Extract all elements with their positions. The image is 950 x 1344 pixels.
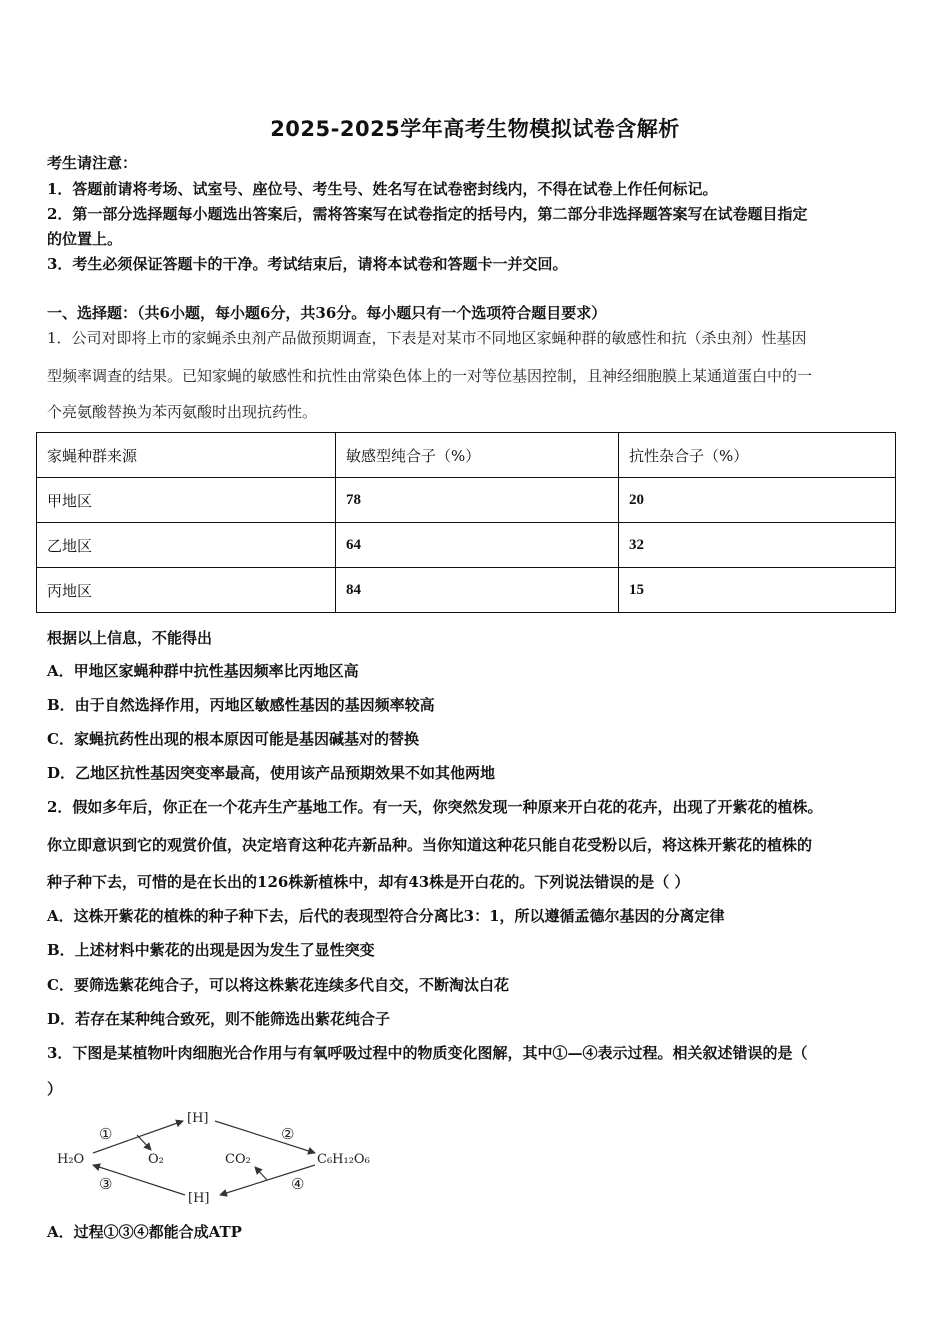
gene-frequency-table <box>36 432 896 613</box>
table-cell: 20 <box>619 478 896 523</box>
step-2-label: ② <box>281 1125 295 1143</box>
table-header-cell: 抗性杂合子（%） <box>619 433 896 478</box>
glucose-label: C₆H₁₂O₆ <box>317 1152 370 1167</box>
arrow-h-to-glucose <box>215 1121 315 1153</box>
table-cell: 15 <box>619 568 896 613</box>
table-cell: 丙地区 <box>37 568 336 613</box>
h-bottom-label: [H] <box>188 1191 210 1205</box>
q1-option-b: B．由于自然选择作用，丙地区敏感性基因的基因频率较高 <box>47 696 435 714</box>
table-row <box>37 478 896 523</box>
table-cell: 32 <box>619 523 896 568</box>
q2-option-d: D．若存在某种纯合致死，则不能筛选出紫花纯合子 <box>47 1010 391 1028</box>
q1-stem-line-3: 个亮氨酸替换为苯丙氨酸时出现抗药性。 <box>47 403 318 421</box>
table-cell: 甲地区 <box>37 478 336 523</box>
notice-item-2: 2．第一部分选择题每小题选出答案后，需将答案写在试卷指定的括号内，第二部分非选择题答案写在试卷题目指定 <box>47 205 808 223</box>
q3-option-a: A．过程①③④都能合成ATP <box>47 1223 242 1241</box>
section-heading: 一、选择题：（共6小题，每小题6分，共36分。每小题只有一个选项符合题目要求） <box>47 304 607 322</box>
arrow-to-o2 <box>137 1135 151 1150</box>
table-row <box>37 523 896 568</box>
notice-item-1: 1．答题前请将考场、试室号、座位号、考生号、姓名写在试卷密封线内，不得在试卷上作任何标记。 <box>47 180 718 198</box>
notice-item-3: 3．考生必须保证答题卡的干净。考试结束后，请将本试卷和答题卡一并交回。 <box>47 255 568 273</box>
q3-stem-line-1: 3．下图是某植物叶肉细胞光合作用与有氧呼吸过程中的物质变化图解，其中①—④表示过程。相关叙述错误的是（ <box>47 1044 808 1062</box>
q1-option-c: C．家蝇抗药性出现的根本原因可能是基因碱基对的替换 <box>47 730 419 748</box>
q2-stem-line-3: 种子种下去，可惜的是在长出的126株新植株中，却有43株是开白花的。下列说法错误的是（ ） <box>47 873 690 891</box>
o2-label: O₂ <box>148 1152 164 1167</box>
co2-label: CO₂ <box>225 1152 251 1167</box>
h-top-label: [H] <box>187 1111 209 1126</box>
notice-item-2-cont: 的位置上。 <box>47 230 123 248</box>
page-title: 2025-2025学年高考生物模拟试卷含解析 <box>270 117 680 141</box>
table-header-cell: 敏感型纯合子（%） <box>336 433 619 478</box>
table-header-row <box>37 433 896 478</box>
q1-stem-line-2: 型频率调查的结果。已知家蝇的敏感性和抗性由常染色体上的一对等位基因控制，且神经细胞膜上某通道蛋白中的一 <box>47 367 813 385</box>
table-cell: 乙地区 <box>37 523 336 568</box>
step-4-label: ④ <box>291 1175 305 1193</box>
h2o-label: H₂O <box>57 1152 85 1167</box>
photosynthesis-respiration-diagram <box>55 1105 385 1205</box>
table-row <box>37 568 896 613</box>
q3-stem-line-2: ） <box>47 1080 63 1098</box>
table-cell: 78 <box>336 478 619 523</box>
q2-option-a: A．这株开紫花的植株的种子种下去，后代的表现型符合分离比3：1，所以遵循孟德尔基因的分离定律 <box>47 907 725 925</box>
step-3-label: ③ <box>99 1175 113 1193</box>
step-1-label: ① <box>99 1125 113 1143</box>
table-header-cell: 家蝇种群来源 <box>37 433 336 478</box>
q2-option-c: C．要筛选紫花纯合子，可以将这株紫花连续多代自交，不断淘汰白花 <box>47 976 509 994</box>
table-cell: 84 <box>336 568 619 613</box>
notice-heading: 考生请注意： <box>47 154 138 172</box>
table-cell: 64 <box>336 523 619 568</box>
arrow-from-co2 <box>255 1167 267 1180</box>
q1-stem-line-1: 1．公司对即将上市的家蝇杀虫剂产品做预期调查，下表是对某市不同地区家蝇种群的敏感性和抗（杀虫剂）性基因 <box>47 329 807 347</box>
q1-prompt: 根据以上信息，不能得出 <box>47 629 213 647</box>
q1-option-a: A．甲地区家蝇种群中抗性基因频率比丙地区高 <box>47 662 359 680</box>
q1-option-d: D．乙地区抗性基因突变率最高，使用该产品预期效果不如其他两地 <box>47 764 496 782</box>
q2-stem-line-2: 你立即意识到它的观赏价值，决定培育这种花卉新品种。当你知道这种花只能自花受粉以后，将这株开紫花的植株的 <box>47 836 813 854</box>
q2-stem-line-1: 2．假如多年后，你正在一个花卉生产基地工作。有一天，你突然发现一种原来开白花的花卉，出现了开紫花的植株。 <box>47 798 823 816</box>
q2-option-b: B．上述材料中紫花的出现是因为发生了显性突变 <box>47 941 375 959</box>
